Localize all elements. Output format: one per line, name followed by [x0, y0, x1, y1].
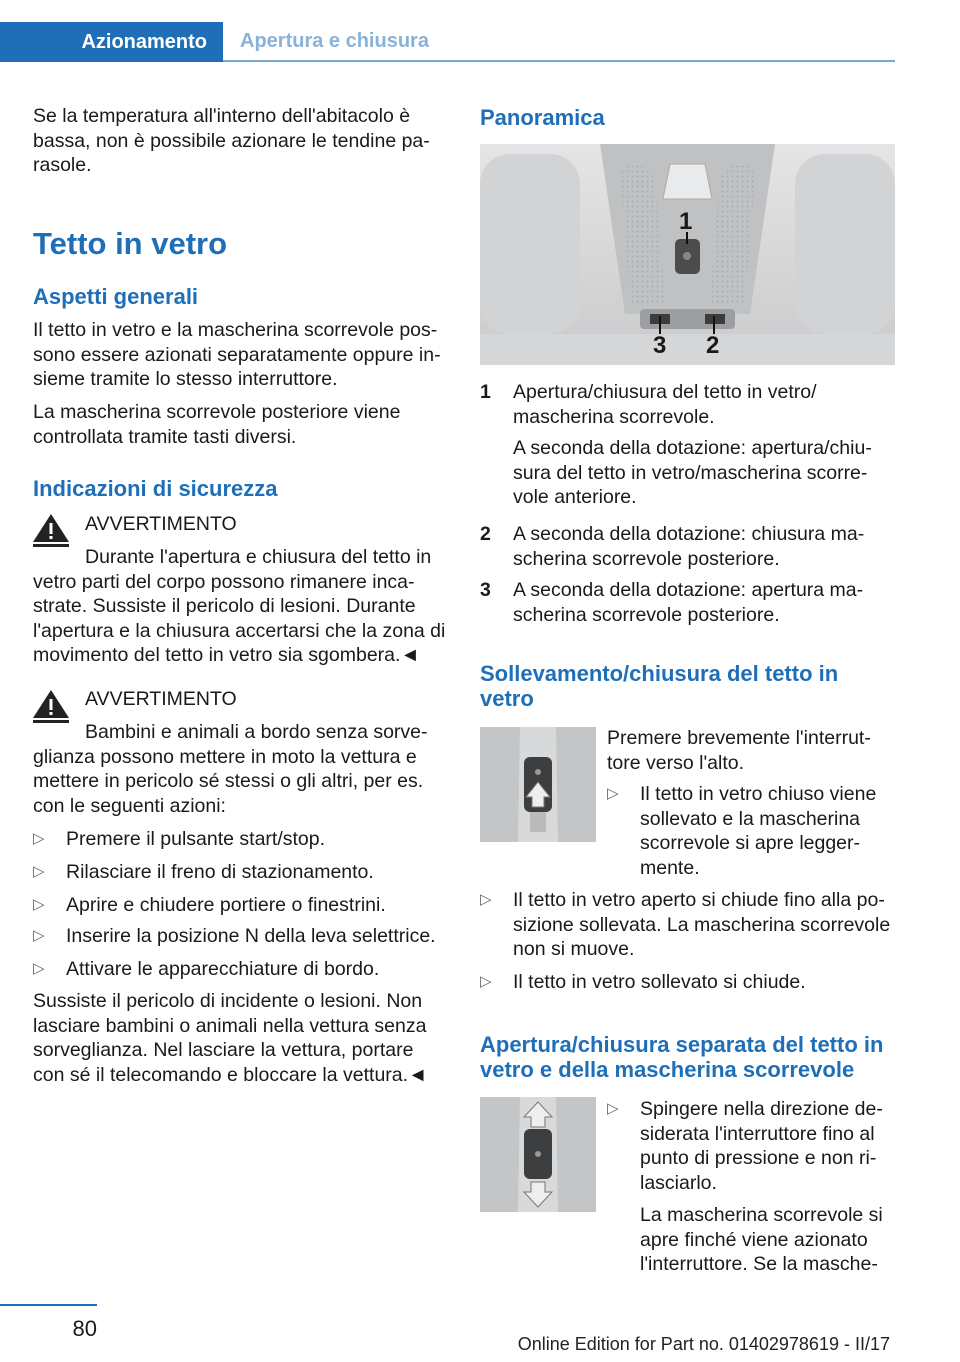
closing-paragraph: Sussiste il pericolo di incidente o lesioni. Non lasciare bambini o animali nella vettura senza sorveglianza. Nel lasciare la vettura, portare con sé il telecomando e bloccare la vettura.◄	[33, 990, 428, 1086]
warning-title: AVVERTIMENTO	[85, 688, 237, 710]
general-paragraph-2: La mascherina scorrevole posteriore viene controllata tramite tasti diversi.	[33, 401, 401, 448]
lift-paragraph: Premere brevemente l'interruttore verso l'alto.	[607, 727, 871, 774]
footer-rule	[0, 1304, 97, 1306]
tab-apertura-chiusura[interactable]: Apertura e chiusura	[223, 22, 895, 62]
tab-azionamento[interactable]: Azionamento	[0, 22, 223, 62]
warning-icon	[31, 512, 71, 548]
general-heading: Aspetti generali	[33, 284, 199, 309]
warning-text: Bambini e animali a bordo senza sorveglianza possono mettere in moto la vettura e mettere in pericolo sé stessi o gli altri, per es. con le seguenti azioni:	[33, 721, 428, 817]
bullet-triangle-icon: ▷	[607, 785, 619, 802]
item-number: 2	[480, 523, 491, 545]
separate-heading: Apertura/chiusura separata del tetto in vetro e della mascherina scorrevole	[480, 1032, 884, 1082]
safety-heading: Indicazioni di sicurezza	[33, 476, 278, 501]
bullet-triangle-icon: ▷	[33, 927, 45, 944]
general-paragraph-1: Il tetto in vetro e la mascherina scorrevole possono essere azionati separatamente oppure insieme tramite lo stesso interruttore.	[33, 319, 441, 390]
item-text: A seconda della dotazione: apertura mascherina scorrevole posteriore.	[513, 579, 864, 626]
overview-photo	[480, 144, 895, 365]
bullet-triangle-icon: ▷	[607, 1100, 619, 1117]
edition-note: Online Edition for Part no. 01402978619 - II/17	[517, 1334, 890, 1354]
bullet-triangle-icon: ▷	[33, 960, 45, 977]
item-text: Apertura/chiusura del tetto in vetro/ mascherina scorrevole.	[513, 381, 817, 428]
item-number: 1	[480, 381, 491, 403]
callout-label: 3	[653, 332, 667, 359]
switch-updown-photo	[480, 1097, 596, 1212]
overview-heading: Panoramica	[480, 105, 605, 130]
separate-paragraph: La mascherina scorrevole si apre finché viene azionato l'interruttore. Se la masche-	[640, 1204, 883, 1275]
warning-title: AVVERTIMENTO	[85, 513, 237, 535]
callout-label: 1	[679, 208, 693, 235]
lift-heading: Sollevamento/chiusura del tetto in vetro	[480, 661, 839, 711]
intro-paragraph: Se la temperatura all'interno dell'abitacolo è bassa, non è possibile azionare le tendine parasole.	[33, 105, 430, 176]
item-text: A seconda della dotazione: chiusura mascherina scorrevole posteriore.	[513, 523, 865, 570]
bullet-triangle-icon: ▷	[480, 891, 492, 908]
callout-label: 2	[706, 332, 720, 359]
item-number: 3	[480, 579, 491, 601]
page-number: 80	[72, 1316, 97, 1341]
bullet-triangle-icon: ▷	[33, 896, 45, 913]
header-tabbar	[0, 22, 895, 62]
warning-text: Durante l'apertura e chiusura del tetto in vetro parti del corpo possono rimanere incastrate. Sussiste il pericolo di lesioni. Durante l'apertura e la chiusura accertarsi che la zona di movimento del tetto in vetro sia sgombera.◄	[33, 546, 446, 666]
bullet-triangle-icon: ▷	[33, 863, 45, 880]
warning-icon	[31, 688, 71, 724]
item-subtext: A seconda della dotazione: apertura/chiusura del tetto in vetro/mascherina scorrevole anteriore.	[513, 437, 872, 508]
bullet-triangle-icon: ▷	[33, 830, 45, 847]
bullet-triangle-icon: ▷	[480, 973, 492, 990]
switch-up-photo	[480, 727, 596, 842]
section-title: Tetto in vetro	[33, 226, 228, 261]
